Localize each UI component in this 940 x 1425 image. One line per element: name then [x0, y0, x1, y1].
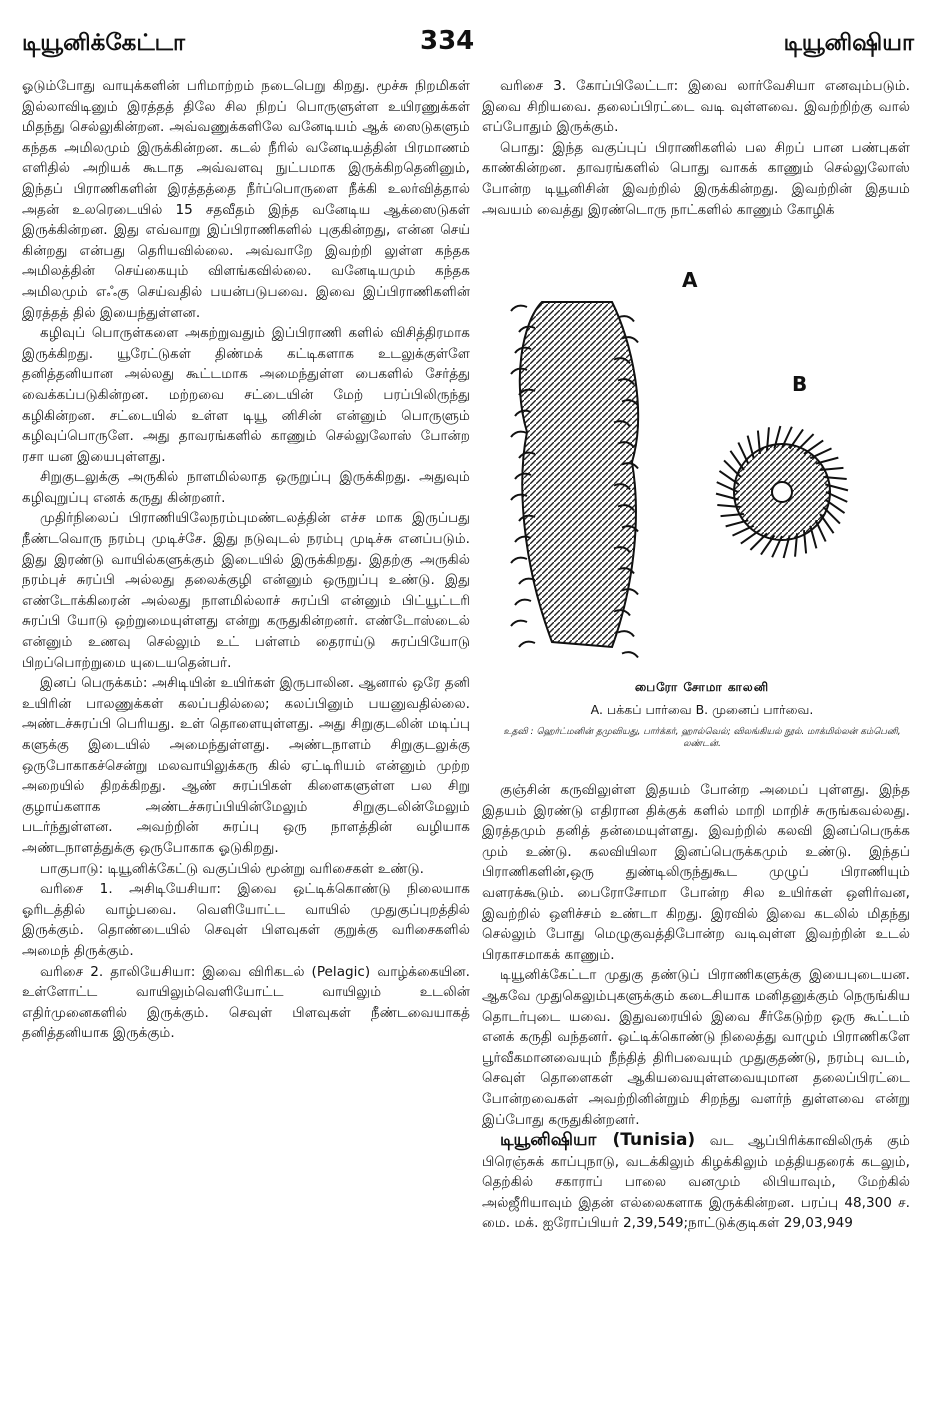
right-column-bottom — [482, 780, 910, 1234]
zooid-spine — [820, 514, 833, 533]
paragraph: கழிவுப் பொருள்களை அகற்றுவதும் இப்பிராணி களில் விசித்திரமாக இருக்கிறது. யூரேட்டுகள் திண்மக் கட்டிகளாக உடலுக்குள்ளே தனித்தனியான அல்லது கூட்டமாக அமைந்துள்ள பைகளில் சேர்த்து வைக்கப்படுகின்றன. மற்றவை சட்டையின் மேற் பரப்பிலிருந்து கழிகின்றன. சட்டையில் உள்ள டியூ னிசின் என்னும் பொருளும் கழிவுப்பொருளே. அது தாவரங்களில் காணும் செல்லுலோஸ் போன்ற ரசா யன இயைபுள்ளது. — [22, 325, 470, 465]
figure-caption-subtitle: A. பக்கப் பார்வை B. முனைப் பார்வை. — [590, 702, 814, 717]
encyclopedia-entry — [482, 1130, 910, 1234]
zooid-spine — [511, 306, 527, 311]
figure-label-a: A — [682, 268, 698, 292]
zooid-spine — [618, 631, 634, 636]
paragraph: சிறுகுடலுக்கு அருகில் நாளமில்லாத ஒருறுப்பு இருக்கிறது. அதுவும் கழிவுறுப்பு எனக் கருது கின்றனர். — [22, 469, 470, 506]
zooid-spine — [732, 526, 753, 536]
zooid-spine — [622, 652, 638, 657]
pyrosoma-figure — [482, 262, 922, 762]
zooid-spine — [804, 440, 823, 453]
right-column-top — [482, 76, 910, 220]
running-head-right: டியூனிஷியா — [783, 30, 914, 56]
zooid-spine — [511, 621, 527, 626]
zooid-spine — [511, 558, 527, 563]
colony-end-view — [716, 426, 848, 558]
page-number: 334 — [420, 26, 475, 56]
paragraph: பாகுபாடு: டியூனிக்கேட்டு வகுப்பில் மூன்று வரிசைகள் உண்டு. — [40, 860, 424, 877]
zooid-spine — [741, 530, 760, 543]
figure-caption-title: பைரோ சோமா காலனி — [634, 680, 770, 694]
entry-text: வட ஆப்பிரிக்காவிலிருக் கும் பிரெஞ்சுக் காப்புநாடு, வடக்கிலும் கிழக்கிலும் மத்தியதரைக் கடலும், தெற்கில் சகாராப் பாலை வனமும் லிபியாவும், மேற்கில் அல்ஜீரியாவும் இதன் எல்லைகளாக இருக்கின்றன. பரப்பு 48,300 ச. மை. மக். ஐரோப்பியர் 2,39,549;நாட்டுக்குடிகள் 29,03,949 — [482, 1133, 910, 1232]
colony-side-view — [511, 302, 638, 658]
pyrosoma-illustration — [482, 262, 922, 672]
page-header — [0, 0, 940, 70]
zooid-spine — [730, 451, 743, 470]
paragraph: பொது: இந்த வகுப்புப் பிராணிகளில் பல சிறப் பான பண்புகள் காண்கின்றன. தாவரங்களில் பொது வாகக் காணும் செல்லுலோஸ் போன்ற டியூனிசின் இவற்றில் இருக்கின்றது. இவற்றின் இதயம் அவயம் வைத்து இரண்டொரு நாட்களில் காணும் கோழிக் — [482, 139, 910, 218]
paragraph: முதிர்நிலைப் பிராணியிலேநரம்புமண்டலத்தின் எச்ச மாக இருப்பது நீண்டவொரு நரம்பு முடிச்சே. இது நடுவுடல் நரம்பு முடிச்சு எனப்படும். இது இரண்டு வாயில்களுக்கும் இடையில் இருக்கிறது. இதற்கு அருகில் நரம்புச் சுரப்பி அல்லது தலைக்குழி என்னும் ஒருறுப்பு உண்டு. இது எண்டோக்கிரைன் அல்லது நாளமில்லாச் சுரப்பி என்னும் பிட்யூட்டரி சுரப்பி யோடு ஒற்றுமையுள்ளது என்று கருதுகின்றனர். எண்டோஸ்டைல் என்னும் உணவு செல்லும் உட் பள்ளம் தைராய்டு சுரப்பியோடு பிறப்பொற்றுமை யுடையதென்பர். — [22, 510, 470, 671]
zooid-spine — [738, 442, 748, 463]
entry-title: டியூனிஷியா (Tunisia) — [500, 1130, 696, 1151]
paragraph: வரிசை 2. தாலியேசியா: இவை விரிகடல் (Pelagic) வாழ்க்கையின. உள்ளோட்ட வாயிலும்வெளியோட்ட வாயிலும் உடலின் எதிர்முனைகளில் இருக்கும். செவுள் பிளவுகள் நீண்டவையாகத் தனித்தனியாக இருக்கும். — [22, 963, 470, 1042]
paragraph: ஓடும்போது வாயுக்களின் பரிமாற்றம் நடைபெறு கிறது. மூச்சு நிறமிகள் இல்லாவிடினும் இரத்தத் திலே சில நிறப் பொருளுள்ள உயிரணுக்கள் மிதந்து செல்லுகின்றன. அவ்வணுக்களிலே வனேடியம் ஆக் ஸைடுகளும் கந்தக அமிலமும் இருக்கின்றன. கடல் நீரில் வனேடியத்தின் பிரமாணம் எளிதில் அறியக் கூடாத அவ்வளவு நுட்பமாக இருக்கிறதெனினும், இந்தப் பிராணிகளின் இரத்தத்தை நீர்ப்பொருளை நீக்கி உலர்வித்தால் அதன் உலரெடையில் 15 சதவீதம் இந்த வனேடிய ஆக்ஸைடுகள் இருக்கின்றன. இது எவ்வாறு இப்பிராணிகளில் புகுகின்றது, என்ன செய் கின்றது என்பது தெரியவில்லை. அவ்வாறே இவற்றி லுள்ள கந்தக அமிலத்தின் செய்கையும் விளங்கவில்லை. வனேடியமும் கந்தக அமிலமும் எஃகு செய்வதில் பயன்படுபவை. இவை இப்பிராணிகளின் இரத்தத் தில் இயைந்துள்ளன. — [22, 78, 470, 321]
zooid-spine — [515, 600, 531, 605]
figure-label-b: B — [792, 372, 808, 396]
zooid-spine — [816, 520, 826, 541]
paragraph: டியூனிக்கேட்டா முதுகு தண்டுப் பிராணிகளுக்கு இயைபுடையன. ஆகவே முதுகெலும்புகளுக்கும் கடைசியாக மனிதனுக்கும் நெருங்கிய தொடர்புடை யவை. இதுவரையில் இவை சீர்கேடுற்ற ஒரு கூட்டம் எனக் கருதி வந்தனர். ஒட்டிக்கொண்டு நிலைத்து வாழும் பிராணிகளே பூர்வீகமானவையும் நீந்தித் திரிபவையும் முதுகுதண்டு, நரம்பு வடம், செவுள் தொளைகள் ஆகியவையுள்ளவையுமான தலைப்பிரட்டை போன்றவைகள் அவற்றினின்றும் சிறந்து வளர்ந் துள்ளவை என்று இப்போது கருதுகின்றனர். — [482, 967, 910, 1128]
left-column — [22, 76, 470, 1044]
paragraph: வரிசை 1. அசிடியேசியா: இவை ஒட்டிக்கொண்டு நிலையாக ஓரிடத்தில் வாழ்பவை. வெளியோட்ட வாயில் முதுகுப்புறத்தில் இருக்கும். தொண்டையில் செவுள் பிளவுகள் குறுக்கு வரிசைகளில் அமைந் திருக்கும். — [22, 881, 470, 959]
zooid-spine — [519, 579, 535, 584]
zooid-spine — [511, 432, 527, 437]
running-head-left: டியூனிக்கேட்டா — [22, 30, 185, 56]
paragraph: இனப் பெருக்கம்: அசிடியின் உயிர்கள் இருபாலின. ஆனால் ஒரே தனி உயிரின் பாலணுக்கள் கலப்பதில்லை; கலப்பினும் பயனுவதில்லை. அண்டச்சுரப்பி பெரியது. உள் தொளையுள்ளது. அது சிறுகுடலின் மடிப்பு களுக்கு இடையில் அமைந்துள்ளது. அண்டநாளம் சிறுகுடலுக்கு ஒருபோகாகச்சென்று மலவாயிலுக்கரு கில் ஏட்டிரியம் என்னும் முற்ற அறையில் திறக்கிறது. ஆண் சுரப்பிகள் கிளைகளுள்ள பல சிறு குழாய்களாக அண்டச்சுரப்பியின்மேலும் சிறுகுடலின்மேலும் படர்ந்துள்ளன. அவற்றின் சுரப்பு ஒரு நாளத்தின் வழியாக அண்டநாளத்துக்கு ஒருபோகாக ஓடுகிறது. — [22, 675, 470, 856]
zooid-spine — [810, 448, 831, 458]
paragraph: குஞ்சின் கருவிலுள்ள இதயம் போன்ற அமைப் புள்ளது. இந்த இதயம் இரண்டு எதிரான திக்குக் களில் மாறி மாறிச் சுருங்கவல்லது. இரத்தமும் தனித் தன்மையுள்ளது. இவற்றில் கலவி இனப்பெருக்க மும் உண்டு. கலவியிலா இனப்பெருக்கமும் உண்டு. இந்தப் பிராணிகளின்,ஒரு துண்டிலிருந்துகூட முழுப் பிராணியும் வளரக்கூடும். பைரோசோமா போன்ற சில உயிர்கள் ஒளிர்வன, இவற்றில் ஒளிச்சம் உண்டா கிறது. இரவில் இவை கடலில் மிதந்து செல்லும் போது மெழுகுவத்திபோன்ற வடிவுள்ள இவற்றின் உடல் பிரகாசமாகக் காணும். — [482, 782, 910, 963]
figure-credit: உதவி : ஹெர்ட்மனின் தமுவியது, பார்க்கர், ஹால்வெல்; விலங்கியல் நூல். மாக்மில்லன் கம்பெனி, லண்டன். — [503, 727, 901, 749]
zooid-spine — [519, 642, 535, 647]
paragraph: வரிசை 3. கோப்பிலேட்டா: இவை லார்வேசியா எனவும்படும். இவை சிறியவை. தலைப்பிரட்டை வடி வுள்ளவை. இவற்றிற்கு வால் எப்போதும் இருக்கும். — [482, 78, 910, 136]
